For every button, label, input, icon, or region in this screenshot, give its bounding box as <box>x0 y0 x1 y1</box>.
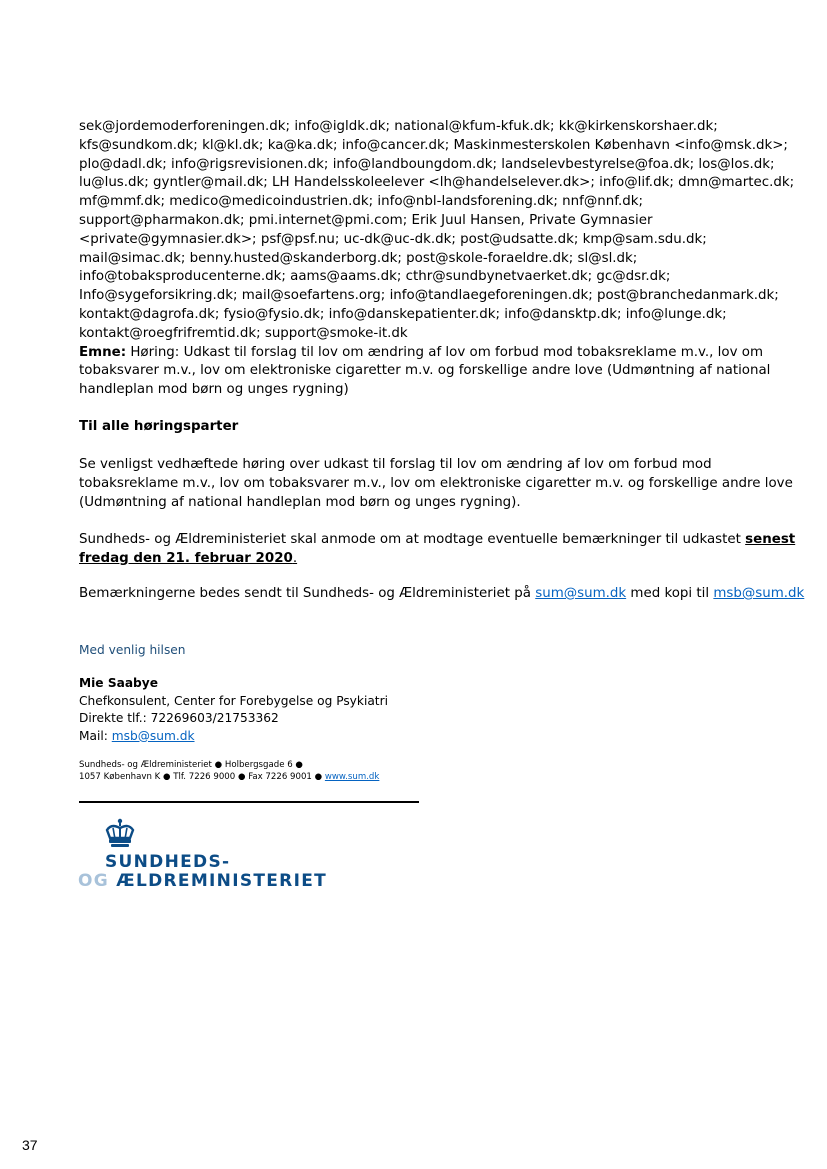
recipient-line: <private@gymnasier.dk>; psf@psf.nu; uc-dk@uc-dk.dk; post@udsatte.dk; kmp@sam.sdu.dk; <box>79 231 707 247</box>
logo-ministry-name: ÆLDREMINISTERIET <box>116 871 327 891</box>
signature-mail-link[interactable]: msb@sum.dk <box>111 728 195 743</box>
subject-label: Emne: <box>79 344 127 360</box>
logo-line-1: SUNDHEDS- <box>105 852 231 872</box>
crown-icon <box>103 818 137 850</box>
deadline-period: . <box>292 550 298 566</box>
recipient-line: Info@sygeforsikring.dk; mail@soefartens.org; info@tandlaegeforeningen.dk; post@branchedanmark.dk; <box>79 288 779 304</box>
recipient-line: lu@lus.dk; gyntler@mail.dk; LH Handelsskoleelever <lh@handelselever.dk>; info@lif.dk; dmn@martec.dk; <box>79 175 795 191</box>
logo-line-2 <box>78 871 327 891</box>
subject-line <box>79 344 769 363</box>
signature-name: Mie Saabye <box>79 676 158 690</box>
signature-title: Chefkonsulent, Center for Forebygelse og Psykiatri <box>79 693 388 708</box>
address-line: Sundheds- og Ældreministeriet ● Holbergsgade 6 ● <box>79 760 303 770</box>
subject-text: Høring: Udkast til forslag til lov om ændring af lov om forbud mod tobaksreklame m.v., lov om <box>126 344 763 360</box>
ministry-logo <box>78 818 327 891</box>
deadline-text: Sundheds- og Ældreministeriet skal anmode om at modtage eventuelle bemærkninger til udkastet <box>79 532 746 547</box>
signature-divider <box>79 801 419 803</box>
signature-mail <box>79 728 388 746</box>
address-line <box>79 772 379 784</box>
subject-line: tobaksvarer m.v., lov om elektroniske cigaretter m.v. og forskellige andre love (Udmøntning af national <box>79 363 771 379</box>
salutation: Til alle høringsparter <box>79 419 239 434</box>
greeting: Med venlig hilsen <box>79 643 186 657</box>
paragraph-line: tobaksreklame m.v., lov om tobaksvarer m.v., lov om elektroniske cigaretter m.v. og forskellige andre love <box>79 475 793 491</box>
website-link[interactable]: www.sum.dk <box>324 771 380 782</box>
recipient-line: mf@mmf.dk; medico@medicoindustrien.dk; info@nbl-landsforening.dk; nnf@nnf.dk; <box>79 194 643 210</box>
recipient-line: info@tobaksproducenterne.dk; aams@aams.dk; cthr@sundbynetvaerket.dk; gc@dsr.dk; <box>79 269 671 285</box>
paragraph-line <box>79 531 795 550</box>
paragraph-line <box>79 550 795 569</box>
page-number: 37 <box>22 1137 38 1153</box>
recipient-list <box>79 118 795 400</box>
recipient-line: support@pharmakon.dk; pmi.internet@pmi.com; Erik Juul Hansen, Private Gymnasier <box>79 212 653 228</box>
recipient-line: plo@dadl.dk; info@rigsrevisionen.dk; info@landboungdom.dk; landselevbestyrelse@foa.dk; los@los.dk; <box>79 156 775 172</box>
recipient-line: mail@simac.dk; benny.husted@skanderborg.dk; post@skole-foraeldre.dk; sl@sl.dk; <box>79 250 638 266</box>
recipient-line: kontakt@dagrofa.dk; fysio@fysio.dk; info@danskepatienter.dk; info@dansktp.dk; info@lunge.dk; <box>79 306 727 322</box>
signature-mail-label: Mail: <box>79 728 112 743</box>
deadline-emphasis: senest <box>745 532 796 547</box>
recipient-line: kfs@sundkom.dk; kl@kl.dk; ka@ka.dk; info@cancer.dk; Maskinmesterskolen København <info@msk.dk>; <box>79 137 788 153</box>
signature <box>79 675 388 745</box>
sum-email-link[interactable]: sum@sum.dk <box>535 586 627 601</box>
send-to-text: Bemærkningerne bedes sendt til Sundheds- og Ældreministeriet på <box>79 586 536 601</box>
logo-og: OG <box>78 871 117 891</box>
recipient-line: kontakt@roegfrifremtid.dk; support@smoke-it.dk <box>79 325 408 341</box>
subject-line: handleplan mod børn og unges rygning) <box>79 382 349 398</box>
recipient-line: sek@jordemoderforeningen.dk; info@igldk.dk; national@kfum-kfuk.dk; kk@kirkenskorshaer.dk; <box>79 119 718 134</box>
deadline-date: fredag den 21. februar 2020 <box>79 550 293 566</box>
address-text: 1057 København K ● Tlf. 7226 9000 ● Fax 7226 9001 ● <box>79 771 325 782</box>
copy-to-text: med kopi til <box>626 586 714 601</box>
paragraph-intro <box>79 456 793 512</box>
paragraph-line: Se venligst vedhæftede høring over udkast til forslag til lov om ændring af lov om forbud mod <box>79 457 712 472</box>
signature-phone: Direkte tlf.: 72269603/21753362 <box>79 711 279 726</box>
paragraph-send-to <box>79 585 804 604</box>
msb-email-link[interactable]: msb@sum.dk <box>713 586 805 601</box>
paragraph-line: (Udmøntning af national handleplan mod børn og unges rygning). <box>79 494 521 510</box>
address <box>79 760 379 784</box>
paragraph-deadline <box>79 531 795 569</box>
